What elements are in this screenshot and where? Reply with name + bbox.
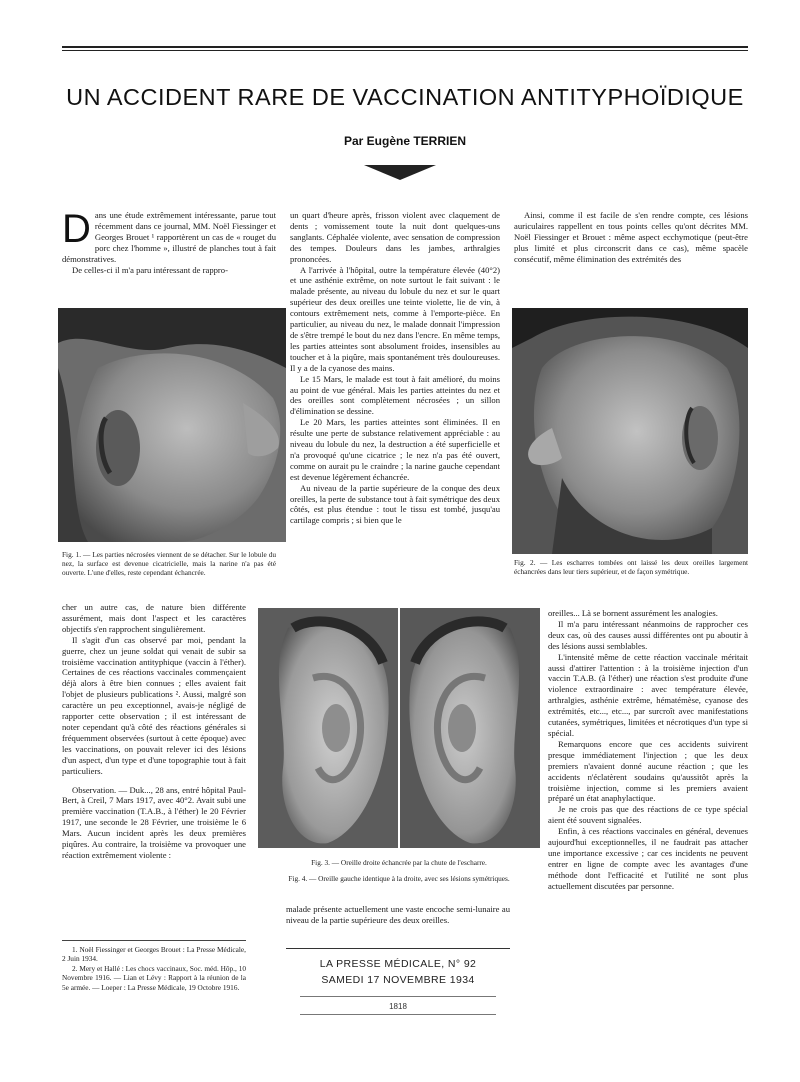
- masthead-line-1: LA PRESSE MÉDICALE, N° 92: [319, 958, 477, 970]
- observation-paragraph: Observation. — Duk..., 28 ans, entré hôpital Paul-Bert, à Creil, 7 Mars 1917, avec 40°2. Avait subi une première vaccination (T.A.B., à l'éther) le 20 Février 1917, une seconde le 28 Février, une troisième le 6 Mars. Aucun incident après les deux premières piqûres. Au contraire, la troisième va provoquer une réaction extrêmement violente :: [62, 784, 246, 860]
- middle-paragraph-5: Au niveau de la partie supérieure de la conque des deux oreilles, la perte de substance tout à fait symétrique des deux côtés, est plus étendue : tout le tissu est tombé, jusqu'au cartilage compris ; si bien que le: [290, 482, 500, 526]
- right-paragraph-1: oreilles... Là se bornent assurément les analogies.: [548, 608, 718, 618]
- masthead-rule-foot: [300, 1014, 496, 1015]
- right-paragraph-2: Il m'a paru intéressant néanmoins de rapprocher ces deux cas, où des causes aussi différentes ont pu aboutir à des lésions aussi semblables.: [548, 618, 748, 651]
- figure-2-caption: Fig. 2. — Les escharres tombées ont laissé les deux oreilles largement échancrées dans leur tiers supérieur, et de façon symétrique.: [514, 558, 748, 576]
- figure-3-photo: [258, 608, 398, 848]
- right-top-column: [514, 210, 748, 296]
- chevron-ornament-icon: [364, 163, 436, 181]
- figure-1-photo: [58, 308, 286, 542]
- right-paragraph-5: Je ne crois pas que des réactions de ce type spécial aient été souvent signalées.: [548, 804, 748, 826]
- intro-paragraph: ans une étude extrêmement intéressante, parue tout récemment dans ce journal, MM. Noël Fiessinger et Georges Brouet ¹ rapportèrent un cas de « rouget du porc chez l'homme », illustré de planches tout à fait démonstratives.: [62, 210, 276, 264]
- masthead-rule-top: [286, 948, 510, 949]
- middle-column: [290, 210, 500, 600]
- middle-paragraph-3: Le 15 Mars, le malade est tout à fait amélioré, du moins au point de vue général. Mais les parties atteintes du nez et des oreilles sont complètement nécrosées ; un sillon d'élimination se dessine.: [290, 373, 500, 417]
- figure-4-photo: [400, 608, 540, 848]
- footnote-1: 1. Noël Fiessinger et Georges Brouet : La Presse Médicale, 2 Juin 1934.: [62, 945, 246, 964]
- byline: Par Eugène TERRIEN: [343, 134, 467, 148]
- figure-2-photo: [512, 308, 748, 554]
- left-paragraph-2: Il s'agit d'un cas observé par moi, pendant la guerre, chez un jeune soldat qui venait de subir sa troisième vaccination antityphique (vaccin à l'éther). Certaines de ces réactions vaccinales commençaient déjà alors à être bien connues ; elles avaient fait l'objet de plusieurs publications ². Aussi, malgré son caractère un peu exceptionnel, avais-je négligé de rapporter cette observation ; il est intéressant de noter cependant qu'à côté des réactions générales si fréquemment observées (surtout à cette époque) avec les vaccinations, on pouvait relever ici des lésions d'un aspect, d'un type et d'une topographie tout à fait particuliers.: [62, 634, 246, 776]
- right-top-paragraph: Ainsi, comme il est facile de s'en rendre compte, ces lésions auriculaires rappellent en tous points celles qu'ont décrites MM. Noël Fiessinger et Brouet : même aspect ecchymotique (peut-être plus limité et plus circonscrit dans ce cas), même spacèle consécutif, même élimination des extrémités des: [514, 210, 748, 264]
- center-bottom-column: [286, 904, 510, 940]
- right-paragraph-3: L'intensité même de cette réaction vaccinale méritait aussi d'attirer l'attention : à la troisième injection d'un vaccin T.A.B. (à l'éther) une réaction s'est produite d'une violence extraordinaire : avec température élevée, arthralgies, asthénie extrême, hématémèse, cyanose des extrémités, etc..., etc..., par surcroît avec manifestations cutanées, symétriques, limitées et nécrotiques d'un type si spécial.: [548, 651, 748, 738]
- left-paragraph-1: cher un autre cas, de nature bien différente assurément, mais dont l'aspect et les caractères objectifs s'en rapprochent singulièrement.: [62, 602, 246, 634]
- middle-paragraph-1: un quart d'heure après, frisson violent avec claquement de dents ; vomissement toute la nuit dont quelques-uns sanglants. Céphalée violente, avec sensation de compression des tempes. Douleurs dans les jambes, arthralgies prononcées.: [290, 210, 500, 264]
- top-rule: [62, 46, 748, 48]
- right-paragraph-4: Remarquons encore que ces accidents suivirent presque immédiatement l'injection ; que les deux premiers n'avaient donné aucune réaction ; que les accidents n'éclatèrent soudains qu'aussitôt après la troisième injection, comme si les premiers avaient préparé un état anaphylactique.: [548, 738, 748, 804]
- middle-paragraph-2: A l'arrivée à l'hôpital, outre la température élevée (40°2) et une asthénie extrême, on note surtout le fait suivant : le malade présente, au niveau du lobule du nez et sur le quart supérieur des deux oreilles une teinte violette, lie de vin, à contours extrêmement nets, comme à l'emporte-pièce. En particulier, au niveau du nez, le malade donnait l'impression de s'être trempé le bout du nez dans l'encre. En même temps, les parties atteintes sont absolument froides, insensibles au toucher et à la piqûre, mais spontanément très douloureuses. Il y a de la cyanose des mains.: [290, 264, 500, 373]
- masthead-line-2: SAMEDI 17 NOVEMBRE 1934: [321, 974, 475, 986]
- figure-1-caption: Fig. 1. — Les parties nécrosées viennent de se détacher. Sur le lobule du nez, la surface est devenue cicatricielle, mais la narine n'a pas été ouverte. L'une d'elles, reste cependant échancrée.: [62, 550, 276, 577]
- top-rule-thin: [62, 50, 748, 51]
- dropcap: D: [62, 210, 91, 251]
- center-bottom-paragraph: malade présente actuellement une vaste encoche semi-lunaire au niveau de la partie supérieure des deux oreilles.: [286, 904, 510, 925]
- middle-paragraph-4: Le 20 Mars, les parties atteintes sont éliminées. Il en résulte une perte de substance relativement appréciable : au niveau du lobule du nez, la destruction a été superficielle et n'a provoqué qu'une cicatrice ; le nez n'a pas été ouvert, comme on aurait pu le craindre ; la narine gauche cependant est devenue légèrement échancrée.: [290, 417, 500, 482]
- article-title: UN ACCIDENT RARE DE VACCINATION ANTITYPHOÏDIQUE: [66, 84, 744, 110]
- right-bottom-column: [548, 608, 748, 1048]
- masthead-rule-bottom: [300, 996, 496, 997]
- page-number: 1818: [389, 1002, 407, 1011]
- footnote-rule: [62, 940, 246, 941]
- figure-3-caption: Fig. 3. — Oreille droite échancrée par la chute de l'escharre.: [311, 858, 487, 867]
- figure-4-caption: Fig. 4. — Oreille gauche identique à la droite, avec ses lésions symétriques.: [288, 874, 510, 883]
- intro-column: [62, 210, 276, 306]
- footnotes: [62, 945, 246, 992]
- left-bottom-column: [62, 602, 246, 936]
- intro-paragraph-2: De celles-ci il m'a paru intéressant de rappro-: [72, 264, 228, 275]
- footnote-2: 2. Mery et Hallé : Les chocs vaccinaux, Soc. méd. Hôp., 10 Novembre 1916. — Lian et Lévy : Rapport à la réunion de la 5e armée. — Loeper : La Presse Médicale, 19 Octobre 1916.: [62, 963, 246, 992]
- right-paragraph-6: Enfin, à ces réactions vaccinales en général, devenues aujourd'hui exceptionnelles, il ne faudrait pas attacher une importance excessive ; car ces incidents ne peuvent entrer en ligne de compte avec les avantages d'une méthode dont l'efficacité et l'utilité ne sont plus actuellement discutées par personne.: [548, 826, 748, 891]
